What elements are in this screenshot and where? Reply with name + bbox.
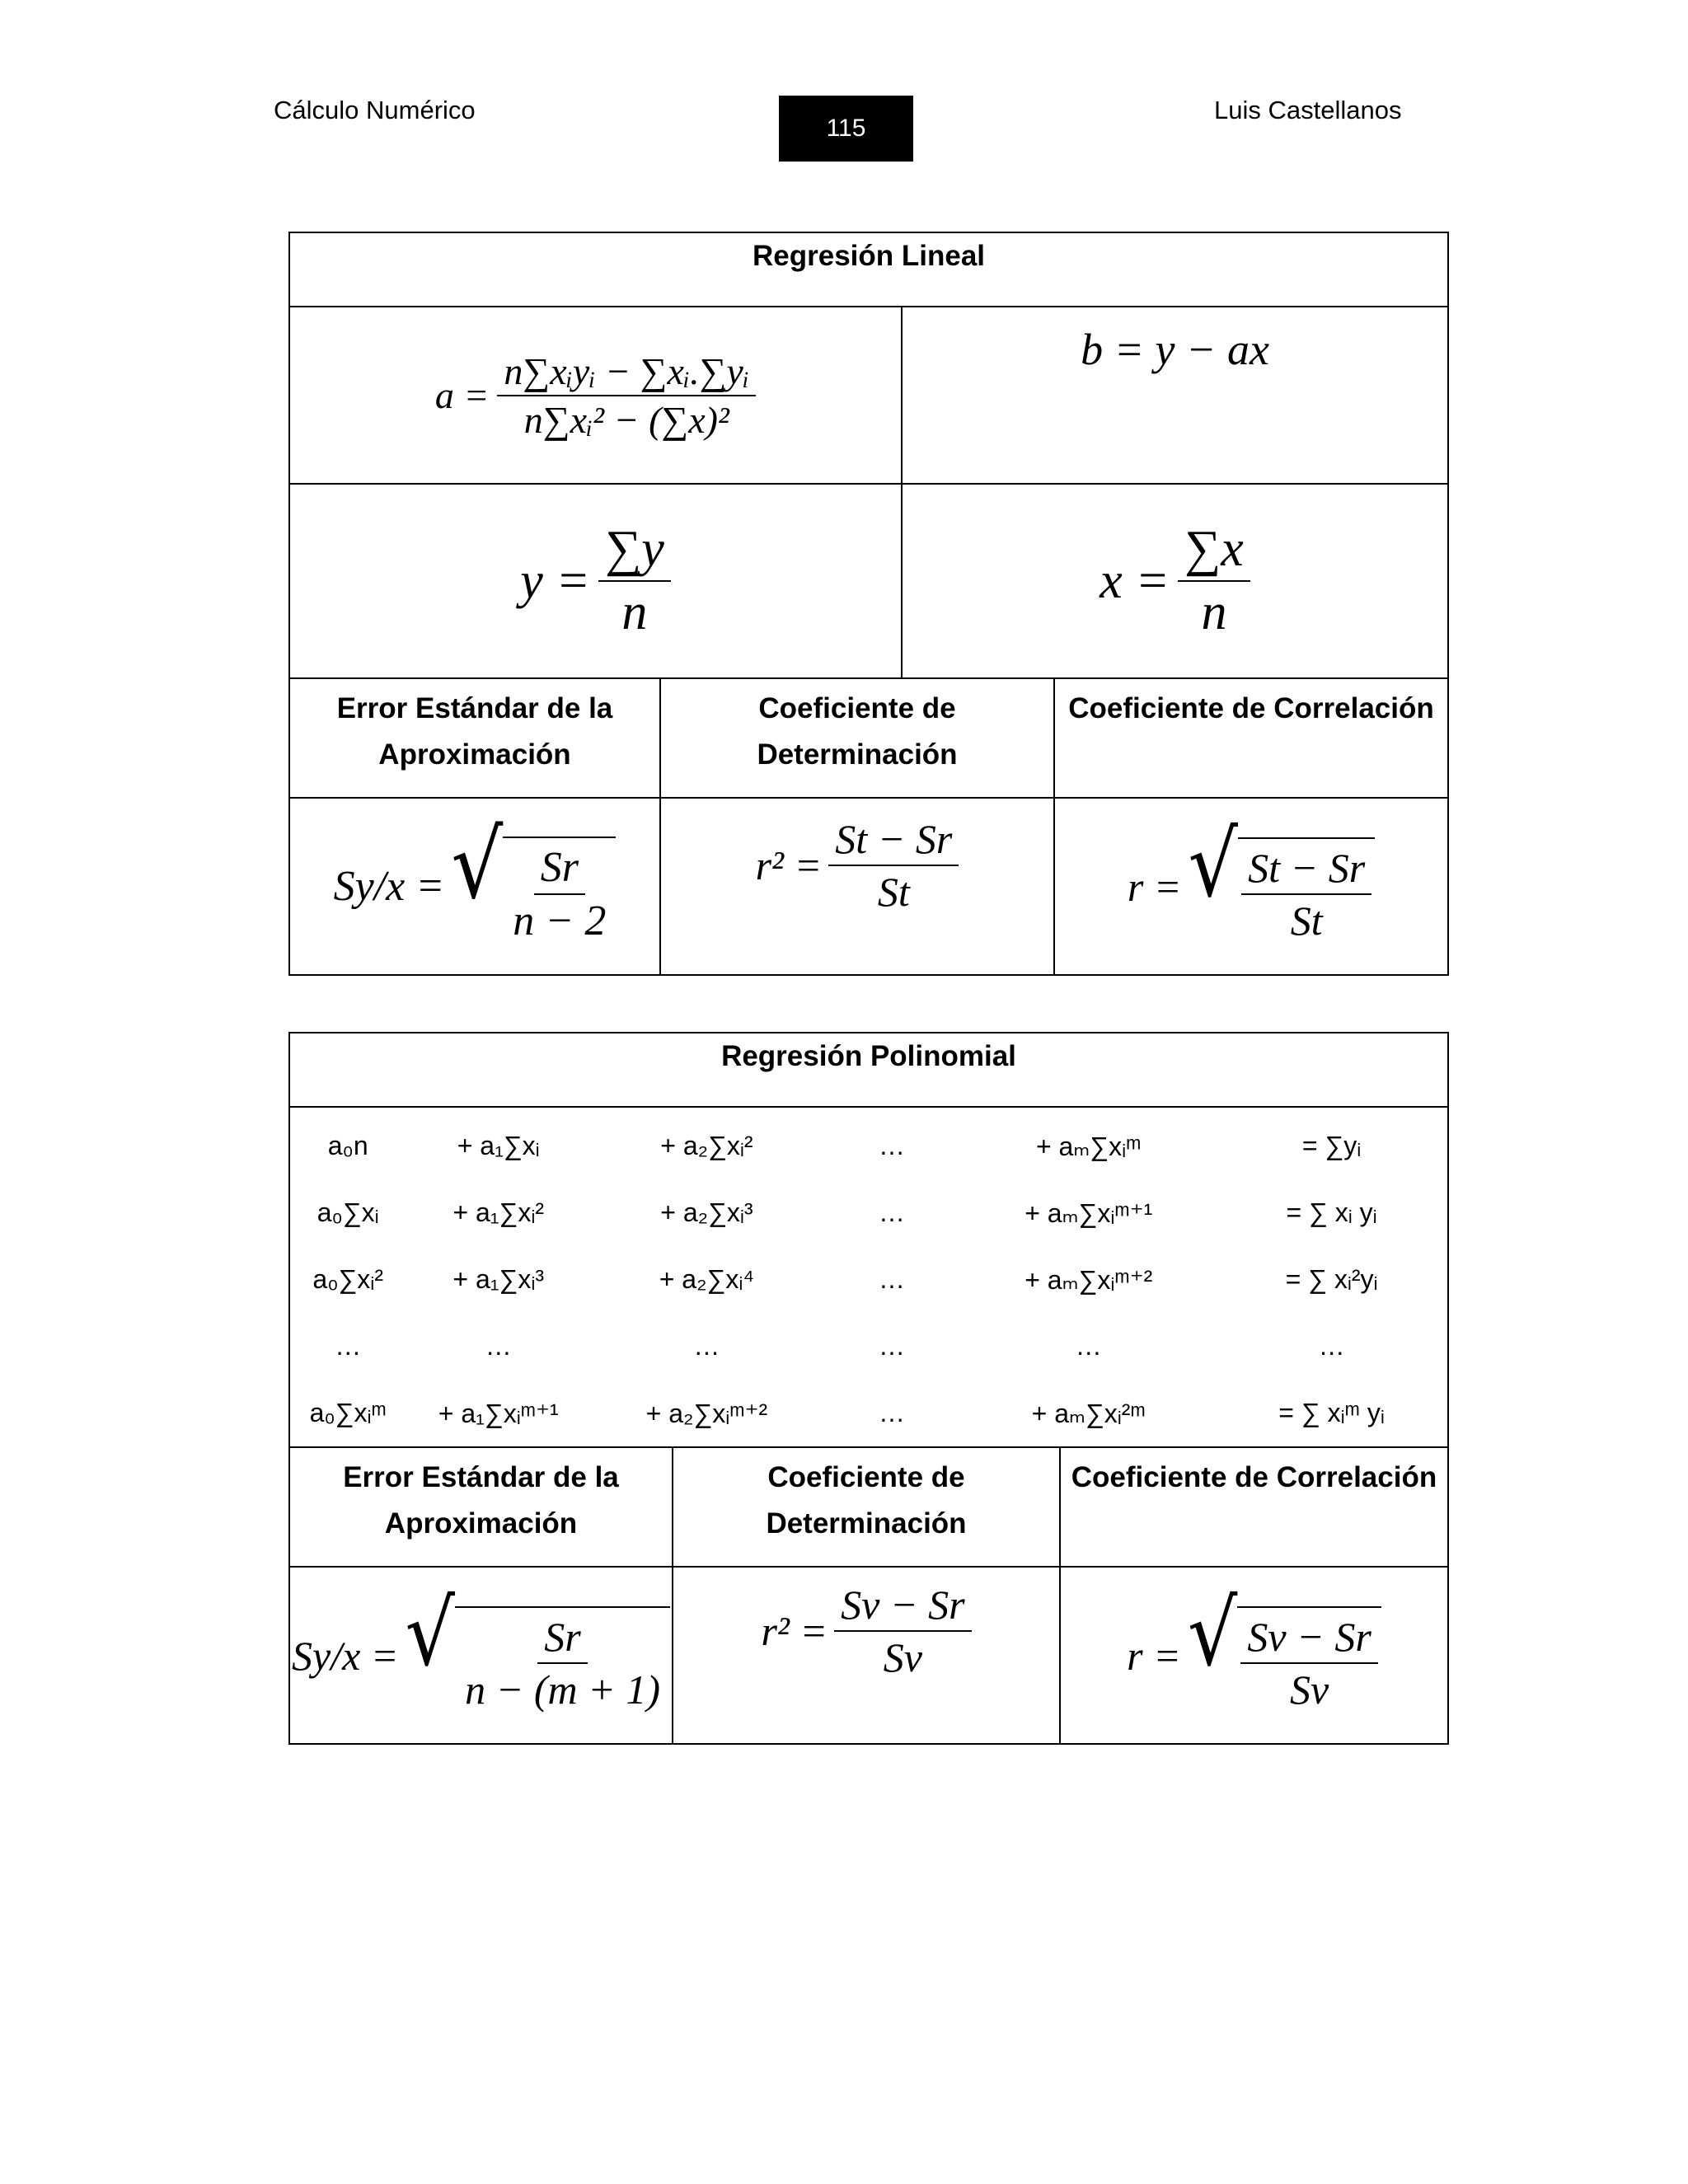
formula-a bbox=[290, 349, 901, 442]
equation-term: = ∑ xᵢ yᵢ bbox=[1286, 1197, 1377, 1227]
linear-correlation-denominator: St bbox=[1290, 897, 1323, 944]
equation-term: + a₁∑xᵢ³ bbox=[452, 1264, 545, 1294]
polynomial-determination-numerator: Sv − Sr bbox=[834, 1581, 971, 1632]
linear-error-denominator: n − 2 bbox=[513, 897, 607, 944]
equation-term: … bbox=[1318, 1331, 1345, 1361]
linear-header-correlation: Coeficiente de Correlación bbox=[1054, 678, 1448, 798]
linear-error-formula bbox=[290, 810, 659, 945]
polynomial-error-sqrt bbox=[405, 1581, 670, 1713]
linear-correlation-sqrt bbox=[1188, 812, 1376, 944]
normal-equations-system bbox=[290, 1113, 1447, 1446]
formula-xbar-cell bbox=[902, 484, 1448, 678]
polynomial-correlation-sqrt bbox=[1187, 1581, 1381, 1713]
formula-ybar-lhs: y = bbox=[520, 552, 591, 609]
equation-term: + a₂∑xᵢᵐ⁺² bbox=[645, 1398, 768, 1428]
equation-term: + aₘ∑xᵢᵐ bbox=[1035, 1131, 1142, 1161]
normal-equations-body bbox=[290, 1113, 1447, 1446]
radical-icon: √ bbox=[1187, 1581, 1238, 1686]
equation-term: + a₁∑xᵢ bbox=[457, 1131, 540, 1160]
formula-ybar-numerator: ∑y bbox=[598, 520, 671, 582]
polynomial-determination-lhs: r² = bbox=[761, 1608, 828, 1654]
equation-term: … bbox=[879, 1398, 906, 1427]
equation-term: … bbox=[485, 1331, 512, 1361]
linear-error-lhs: Sy/x = bbox=[333, 863, 445, 910]
formula-a-fraction bbox=[497, 349, 756, 442]
linear-error-numerator: Sr bbox=[534, 843, 585, 895]
equation-term: + aₘ∑xᵢ²ᵐ bbox=[1031, 1398, 1146, 1428]
normal-equations-cell bbox=[289, 1107, 1448, 1447]
polynomial-correlation-formula bbox=[1061, 1581, 1447, 1713]
formula-ybar bbox=[290, 520, 901, 642]
equation-row bbox=[290, 1113, 1447, 1179]
equation-term: = ∑yᵢ bbox=[1301, 1131, 1362, 1160]
polynomial-title: Regresión Polinomial bbox=[289, 1033, 1448, 1107]
equation-row bbox=[290, 1179, 1447, 1246]
polynomial-correlation-denominator: Sv bbox=[1290, 1666, 1329, 1713]
linear-error-sqrt bbox=[451, 810, 616, 945]
formula-ybar-cell bbox=[289, 484, 902, 678]
radical-icon: √ bbox=[405, 1581, 456, 1686]
equation-term: + a₁∑xᵢᵐ⁺¹ bbox=[438, 1398, 559, 1428]
linear-determination-formula-cell bbox=[660, 798, 1054, 975]
formula-b-cell bbox=[902, 307, 1448, 484]
polynomial-correlation-lhs: r = bbox=[1127, 1632, 1181, 1679]
linear-error-formula-cell bbox=[289, 798, 660, 975]
formula-xbar bbox=[903, 520, 1447, 642]
polynomial-correlation-numerator: Sv − Sr bbox=[1240, 1613, 1377, 1664]
polynomial-correlation-formula-cell bbox=[1060, 1567, 1448, 1744]
equation-term: … bbox=[879, 1131, 906, 1160]
polynomial-determination-denominator: Sv bbox=[883, 1634, 922, 1680]
radical-icon: √ bbox=[451, 810, 504, 920]
linear-correlation-lhs: r = bbox=[1127, 863, 1182, 910]
equation-term: + a₂∑xᵢ³ bbox=[660, 1197, 753, 1227]
equation-term: … bbox=[335, 1331, 362, 1361]
formula-ybar-denominator: n bbox=[621, 584, 648, 640]
equation-row bbox=[290, 1313, 1447, 1380]
polynomial-determination-formula bbox=[673, 1568, 1059, 1681]
formula-a-cell bbox=[289, 307, 902, 484]
equation-term: a₀∑xᵢᵐ bbox=[309, 1398, 387, 1427]
equation-term: + aₘ∑xᵢᵐ⁺¹ bbox=[1025, 1197, 1153, 1228]
equation-term: = ∑ xᵢᵐ yᵢ bbox=[1278, 1398, 1385, 1427]
equation-row bbox=[290, 1246, 1447, 1313]
formula-ybar-fraction bbox=[598, 520, 671, 642]
page-number: 115 bbox=[779, 96, 913, 162]
polynomial-error-formula-cell bbox=[289, 1567, 673, 1744]
linear-determination-formula bbox=[661, 799, 1053, 916]
radical-icon: √ bbox=[1188, 812, 1239, 917]
equation-term: a₀∑xᵢ bbox=[316, 1197, 379, 1227]
formula-a-numerator: n∑xᵢyᵢ − ∑xᵢ.∑yᵢ bbox=[497, 349, 756, 396]
linear-determination-denominator: St bbox=[877, 869, 910, 915]
equation-term: a₀∑xᵢ² bbox=[312, 1264, 383, 1294]
equation-term: + a₁∑xᵢ² bbox=[452, 1197, 545, 1227]
header-author: Luis Castellanos bbox=[1214, 96, 1402, 124]
formula-b: b = y − ax bbox=[1081, 325, 1269, 374]
polynomial-error-denominator: n − (m + 1) bbox=[465, 1666, 660, 1713]
linear-regression-table bbox=[288, 232, 1449, 976]
equation-term: … bbox=[693, 1331, 720, 1361]
formula-a-denominator: n∑xᵢ² − (∑x)² bbox=[523, 398, 729, 441]
polynomial-header-error: Error Estándar de la Aproximación bbox=[289, 1447, 673, 1567]
linear-header-determination: Coeficiente de Determinación bbox=[660, 678, 1054, 798]
polynomial-regression-table bbox=[288, 1032, 1449, 1745]
linear-header-error: Error Estándar de la Aproximación bbox=[289, 678, 660, 798]
polynomial-header-determination: Coeficiente de Determinación bbox=[673, 1447, 1060, 1567]
equation-term: … bbox=[1075, 1331, 1102, 1361]
equation-term: … bbox=[879, 1197, 906, 1227]
equation-term: + a₂∑xᵢ⁴ bbox=[659, 1264, 755, 1294]
equation-term: … bbox=[879, 1264, 906, 1294]
equation-term: + a₂∑xᵢ² bbox=[660, 1131, 753, 1160]
linear-determination-numerator: St − Sr bbox=[828, 815, 959, 866]
equation-term: + aₘ∑xᵢᵐ⁺² bbox=[1025, 1264, 1153, 1295]
formula-xbar-lhs: x = bbox=[1100, 552, 1170, 609]
polynomial-header-correlation: Coeficiente de Correlación bbox=[1060, 1447, 1448, 1567]
formula-xbar-fraction bbox=[1178, 520, 1250, 642]
equation-term: a₀n bbox=[327, 1131, 368, 1160]
polynomial-determination-formula-cell bbox=[673, 1567, 1060, 1744]
equation-term: = ∑ xᵢ²yᵢ bbox=[1285, 1264, 1378, 1294]
header-title: Cálculo Numérico bbox=[274, 96, 476, 124]
equation-term: … bbox=[879, 1331, 906, 1361]
equation-row bbox=[290, 1380, 1447, 1446]
polynomial-error-numerator: Sr bbox=[537, 1613, 587, 1664]
formula-xbar-numerator: ∑x bbox=[1178, 520, 1250, 582]
linear-correlation-formula bbox=[1055, 812, 1447, 944]
formula-xbar-denominator: n bbox=[1201, 584, 1227, 640]
linear-title: Regresión Lineal bbox=[289, 232, 1448, 307]
formula-a-lhs: a = bbox=[434, 374, 490, 416]
linear-correlation-formula-cell bbox=[1054, 798, 1448, 975]
linear-correlation-numerator: St − Sr bbox=[1241, 844, 1372, 895]
polynomial-error-formula bbox=[290, 1581, 672, 1713]
polynomial-error-lhs: Sy/x = bbox=[292, 1632, 399, 1679]
linear-determination-lhs: r² = bbox=[755, 842, 823, 888]
